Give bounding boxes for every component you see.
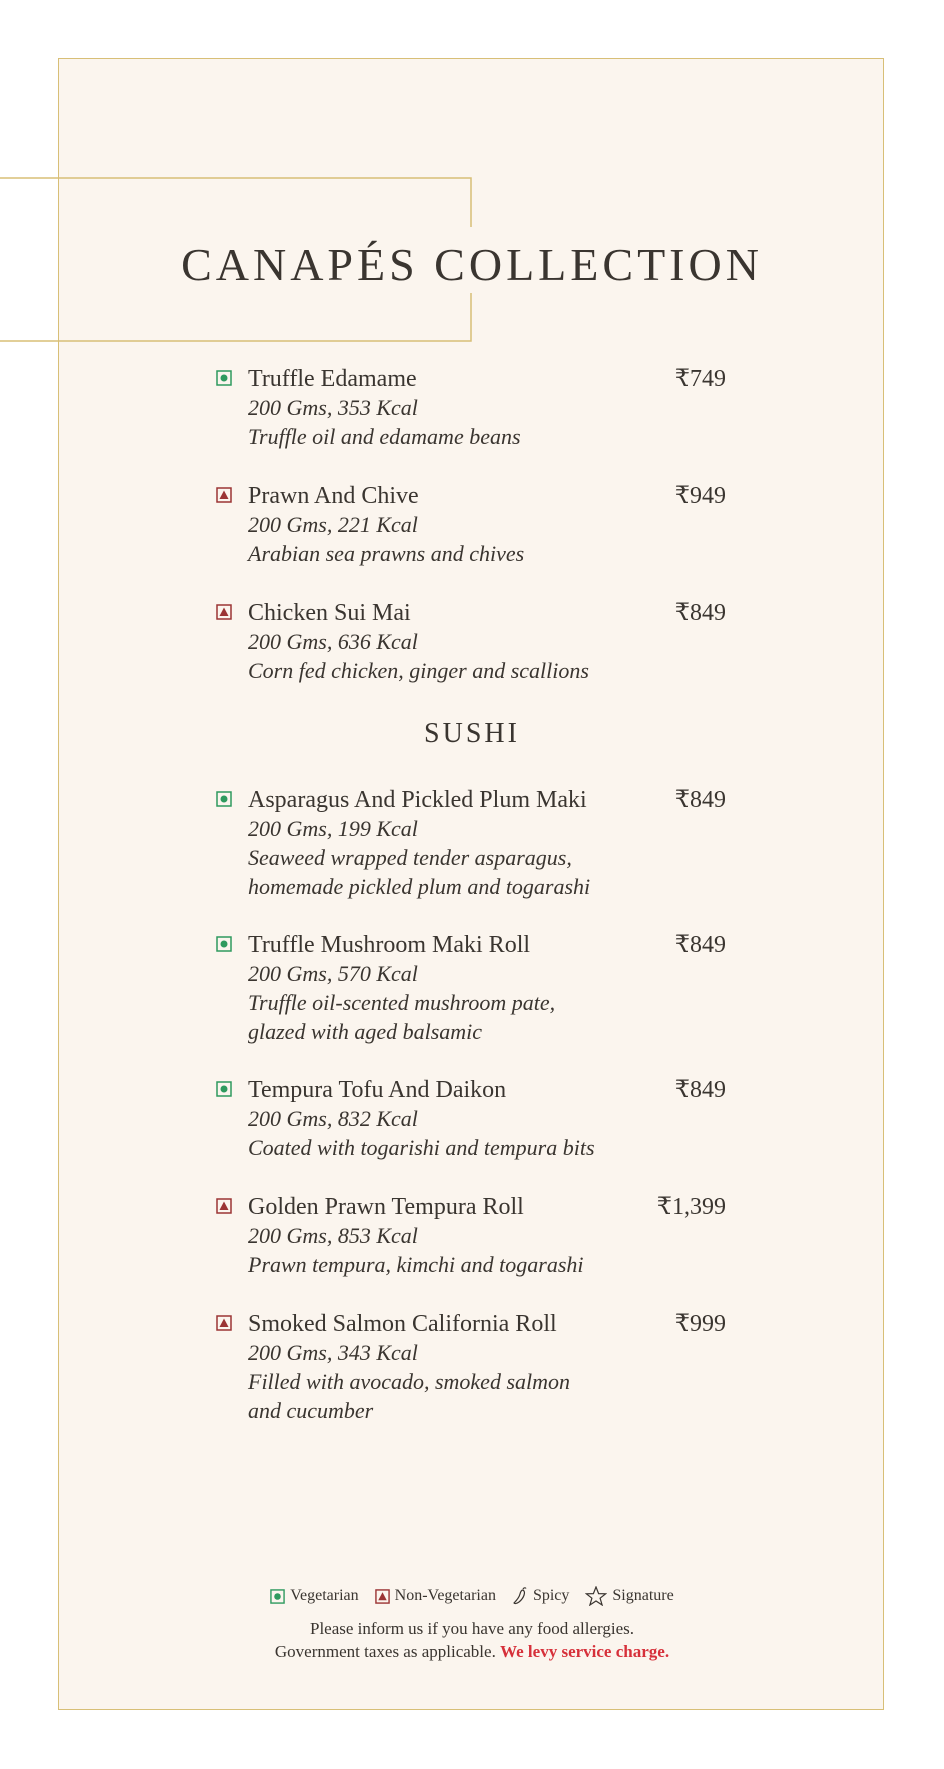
- legend-spicy: [512, 1586, 569, 1606]
- non-vegetarian-icon: [216, 487, 232, 503]
- item-meta: 200 Gms, 832 Kcal: [248, 1106, 418, 1131]
- non-vegetarian-icon: [216, 604, 232, 620]
- item-description: Prawn tempura, kimchi and togarashi: [248, 1252, 584, 1277]
- item-price: ₹849: [674, 1077, 726, 1103]
- item-meta: 200 Gms, 199 Kcal: [248, 816, 418, 841]
- item-description: [248, 1367, 668, 1425]
- non-vegetarian-icon: [216, 1198, 232, 1214]
- item-price: ₹999: [674, 1311, 726, 1337]
- item-name: Asparagus And Pickled Plum Maki: [248, 787, 587, 813]
- legend-signature: [585, 1586, 673, 1606]
- item-description: [248, 843, 668, 901]
- item-meta: 200 Gms, 570 Kcal: [248, 961, 418, 986]
- vegetarian-icon: [216, 1081, 232, 1097]
- item-name: Prawn And Chive: [248, 483, 419, 509]
- item-description-line: and cucumber: [248, 1398, 374, 1423]
- item-description-line: homemade pickled plum and togarashi: [248, 874, 591, 899]
- service-charge-note: We levy service charge.: [500, 1642, 670, 1661]
- item-name: Truffle Edamame: [248, 366, 417, 392]
- item-name: Golden Prawn Tempura Roll: [248, 1194, 524, 1220]
- non-vegetarian-icon: [375, 1589, 390, 1604]
- item-name: Truffle Mushroom Maki Roll: [248, 932, 531, 958]
- item-price: ₹849: [674, 600, 726, 626]
- item-description-line: glazed with aged balsamic: [248, 1019, 483, 1044]
- chili-icon: [512, 1586, 528, 1606]
- item-meta: 200 Gms, 353 Kcal: [248, 395, 418, 420]
- item-meta: 200 Gms, 343 Kcal: [248, 1340, 418, 1365]
- allergy-note: Please inform us if you have any food allergies.: [309, 1619, 635, 1638]
- legend-spicy-label: Spicy: [532, 1587, 570, 1604]
- vegetarian-icon: [270, 1589, 285, 1604]
- item-price: ₹949: [674, 483, 726, 509]
- vegetarian-icon: [216, 370, 232, 386]
- section-title-sushi: SUSHI: [424, 718, 520, 749]
- vegetarian-icon: [216, 791, 232, 807]
- item-description-line: Seaweed wrapped tender asparagus,: [248, 845, 572, 870]
- item-description: Corn fed chicken, ginger and scallions: [248, 658, 589, 683]
- legend-signature-label: Signature: [612, 1587, 674, 1604]
- dietary-legend: [0, 1586, 944, 1606]
- vegetarian-icon: [216, 936, 232, 952]
- tax-note-text: Government taxes as applicable.: [274, 1642, 496, 1661]
- legend-non-vegetarian: [375, 1587, 496, 1605]
- item-name: Tempura Tofu And Daikon: [248, 1077, 507, 1103]
- legend-vegetarian: [270, 1587, 358, 1605]
- item-description: Truffle oil and edamame beans: [248, 424, 521, 449]
- legend-non-vegetarian-label: Non-Vegetarian: [394, 1587, 496, 1604]
- legend-vegetarian-label: Vegetarian: [290, 1587, 359, 1604]
- tax-note: [0, 1642, 944, 1662]
- item-description: [248, 988, 668, 1046]
- item-price: ₹749: [674, 366, 726, 392]
- item-price: ₹849: [674, 932, 726, 958]
- item-meta: 200 Gms, 221 Kcal: [248, 512, 418, 537]
- page-title: CANAPÉS COLLECTION: [181, 239, 763, 290]
- star-icon: [585, 1586, 607, 1606]
- item-description: Coated with togarishi and tempura bits: [248, 1135, 595, 1160]
- item-name: Smoked Salmon California Roll: [248, 1311, 557, 1337]
- item-description-line: Filled with avocado, smoked salmon: [248, 1369, 571, 1394]
- non-vegetarian-icon: [216, 1315, 232, 1331]
- item-meta: 200 Gms, 853 Kcal: [248, 1223, 418, 1248]
- item-meta: 200 Gms, 636 Kcal: [248, 629, 418, 654]
- item-description-line: Truffle oil-scented mushroom pate,: [248, 990, 556, 1015]
- item-price: ₹849: [674, 787, 726, 813]
- item-price: ₹1,399: [656, 1194, 726, 1220]
- item-description: Arabian sea prawns and chives: [248, 541, 525, 566]
- item-name: Chicken Sui Mai: [248, 600, 411, 626]
